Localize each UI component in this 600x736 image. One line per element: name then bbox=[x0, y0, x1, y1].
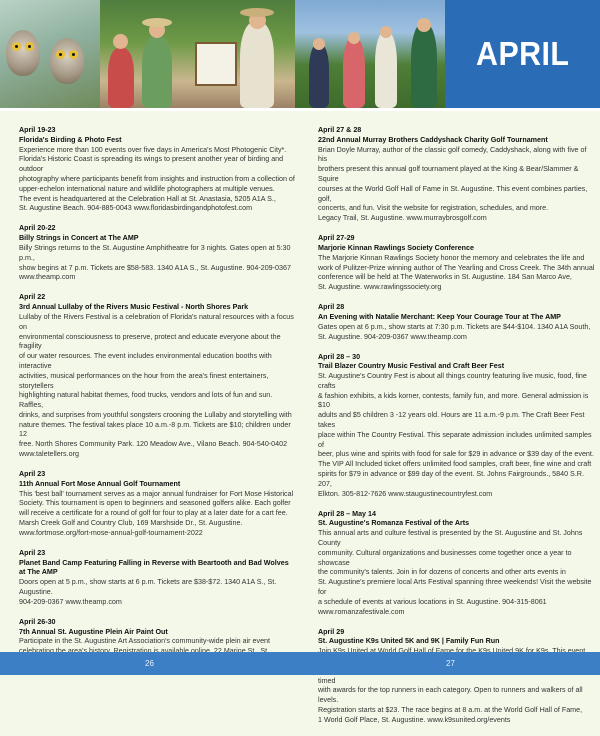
event-description: The Marjorie Kinnan Rawlings Society honor the memory and celebrates the life and work of Pulitzer-Prize winning author of The Yearling and Cross Creek. The 34th annual conference will be held at The Waterworks in St. Augustine. 184 San Marco Ave, St. Augustine. www.rawlingssociety.org bbox=[318, 253, 595, 292]
event-date: April 22 bbox=[19, 293, 46, 302]
event-title: Marjorie Kinnan Rawlings Society Conference bbox=[318, 243, 474, 252]
event-item bbox=[19, 293, 297, 460]
event-date: April 23 bbox=[19, 470, 46, 479]
event-title: St. Augustine K9s United 5K and 9K | Family Fun Run bbox=[318, 637, 500, 646]
event-title: 3rd Annual Lullaby of the Rivers Music Festival - North Shores Park bbox=[19, 303, 249, 312]
event-item bbox=[318, 126, 596, 224]
event-date: April 23 bbox=[19, 548, 46, 557]
event-title: Florida's Birding & Photo Fest bbox=[19, 135, 122, 144]
event-title: Billy Strings in Concert at The AMP bbox=[19, 234, 139, 243]
person-shape bbox=[142, 36, 172, 108]
page-number-left: 26 bbox=[145, 659, 154, 668]
right-column bbox=[318, 126, 596, 736]
golfer-shape bbox=[309, 44, 329, 108]
footer-bar bbox=[0, 652, 600, 675]
event-date: April 28 – 30 bbox=[318, 352, 361, 361]
event-description: Brian Doyle Murray, author of the classic golf comedy, Caddyshack, along with five of his brothers present this annual golf tournament played at the King & Bear/Slammer & Squire courses at the World Golf Hall of Fame in St. Augustine. This event combines parties, golf, concerts, and fun. Visit the website for registration, schedules, and more. Legacy Trail, St. Augustine. www.murraybrosgolf.com bbox=[318, 145, 588, 223]
golf-photo bbox=[295, 0, 445, 108]
event-description: St. Augustine's Country Fest is about all things country featuring live music, food, fine crafts & fashion exhibits, a kids korner, contests, family fun, and more. General admission is $10 adults and $5 children 3 -12 years old. Hours are 11 a.m.-9 p.m. The Craft Beer Fest takes place within The Country Festival. This separate admission includes unlimited samples of beer, plus wine and spirits with food for sale for $29 in advance or $39 day of the event. The VIP All Included ticket offers unlimited food samples, craft beer, fine wine and craft spirits for $79 in advance or $99 day of the event. St. Johns Fairgrounds., 5840 S.R. 207, Elkton. 305-812-7626 www.staugustinecountryfest.com bbox=[318, 372, 594, 498]
header-divider bbox=[0, 108, 600, 111]
event-date: April 27 & 28 bbox=[318, 126, 362, 134]
owl-left bbox=[6, 30, 40, 76]
person-shape bbox=[108, 48, 134, 108]
event-description: This annual arts and culture festival is presented by the St. Augustine and St. Johns County community. Cultural organizations and businesses come together once a year to showcase the community's talents. Join in for dozens of concerts and other arts events in St. Augustine's premiere local Arts Festival spanning three weekends! Visit the website for a schedule of events at various locations in St. Augustine. 904-315-8061 www.romanzafestivale.com bbox=[318, 529, 592, 616]
month-banner bbox=[445, 0, 600, 108]
golfer-head bbox=[313, 38, 325, 50]
header-photo-strip bbox=[0, 0, 600, 108]
event-title: 7th Annual St. Augustine Plein Air Paint Out bbox=[19, 627, 168, 636]
event-date: April 27-29 bbox=[318, 234, 355, 243]
event-title: 11th Annual Fort Mose Annual Golf Tournament bbox=[19, 479, 181, 488]
event-item bbox=[318, 628, 596, 726]
event-item bbox=[19, 470, 297, 539]
event-title: St. Augustine's Romanza Festival of the Arts bbox=[318, 519, 470, 528]
person-shape bbox=[240, 22, 274, 108]
event-description: This 'best ball' tournament serves as a major annual fundraiser for Fort Mose Historical Society. This tournament is open to beginners and seasoned golfers alike. Each golfer will receive a certificate for a round of golf for four to play at a later date for a cart fee. Marsh Creek Golf and Country Club, 169 Marshside Dr., St. Augustine. www.fortmose.org/fort-mose-annual-golf-tournament-2022 bbox=[19, 489, 294, 537]
golfer-head bbox=[417, 18, 431, 32]
golfer-shape bbox=[411, 24, 437, 108]
event-description: Billy Strings returns to the St. Augustine Amphitheatre for 3 nights. Gates open at 5:30 p.m., show begins at 7 p.m. Tickets are $58-583. 1340 A1A S., St. Augustine. 904-209-0367 www.theamp.com bbox=[19, 243, 291, 282]
event-date: April 19-23 bbox=[19, 126, 56, 134]
event-description: Experience more than 100 events over five days in America's Most Photogenic City*. Florida's Historic Coast is spreading its wings to present another year of birding and outdoor photography where participants benefit from insights and instruction from a collection of upper-echelon international nature and wildlife photographers at multiple venues. The event is headquartered at the Celebration Hall at St. Anastasia, 5205 A1A S., St. Augustine Beach. 904-885-0043 www.floridasbirdingandphotofest.com bbox=[19, 145, 295, 213]
event-date: April 26-30 bbox=[19, 617, 56, 626]
event-description: Lullaby of the Rivers Festival is a celebration of Florida's natural resources with a focus on environmental consciousness to preserve, protect and educate everyone about the fragility of our water resources. The event includes environmental education booths with interactive activities, musical performances on the hour from the area's finest entertainers, storytellers highlighting natural habitat themes, food trucks, vendors and lots of fun and sun. Raffles, drinks, and surprises from youthful songsters crooning the Lullaby and storytelling with nature themes. The festival takes place 10 a.m.-8 p.m. Tickets are $10; children under 12 free. North Shores Community Park. 120 Meadow Ave., Vilano Beach. 904-540-0402 www.taletellers.org bbox=[19, 312, 294, 459]
left-column bbox=[19, 126, 297, 687]
event-date: April 20-22 bbox=[19, 224, 56, 233]
event-item bbox=[318, 303, 596, 342]
event-title: 22nd Annual Murray Brothers Caddyshack Charity Golf Tournament bbox=[318, 135, 548, 144]
event-title: An Evening with Natalie Merchant: Keep Your Courage Tour at The AMP bbox=[318, 312, 561, 321]
sun-hat bbox=[142, 18, 172, 27]
golfer-head bbox=[348, 32, 360, 44]
event-title: Trail Blazer Country Music Festival and Craft Beer Fest bbox=[318, 362, 505, 371]
event-date: April 28 – May 14 bbox=[318, 509, 376, 518]
event-description: Participate in the St. Augustine Art Association's community-wide plein air event bbox=[19, 637, 271, 646]
event-description: timed with awards for the top runners in each category. Open to runners and walkers of all levels. Registration starts at $23. The race begins at 8 a.m. at the World Golf Hall of Fame, 1 World Golf Place, St. Augustine. www.k9sunited.org/events bbox=[318, 676, 583, 724]
event-item bbox=[19, 549, 297, 608]
person-head bbox=[113, 34, 128, 49]
event-description: Gates open at 6 p.m., show starts at 7:30 p.m. Tickets are $44-$104. 1340 A1A South, St. Augustine. 904-209-0367 www.theamp.com bbox=[318, 322, 591, 341]
golfer-head bbox=[380, 26, 392, 38]
owl-right bbox=[50, 38, 84, 84]
event-item bbox=[318, 510, 596, 618]
event-item bbox=[19, 126, 297, 214]
event-item bbox=[19, 224, 297, 283]
event-item bbox=[318, 234, 596, 293]
golfer-shape bbox=[343, 38, 365, 108]
golfer-shape bbox=[375, 32, 397, 108]
event-title: Planet Band Camp Featuring Falling in Reverse with Beartooth and Bad Wolves at The AMP bbox=[19, 558, 289, 577]
owls-photo bbox=[0, 0, 100, 108]
event-description: Doors open at 5 p.m., show starts at 6 p.m. Tickets are $38-$72. 1340 A1A S., St. Augustine. 904-209-0367 www.theamp.com bbox=[19, 578, 277, 606]
event-date: April 29 bbox=[318, 627, 345, 636]
festival-sign bbox=[195, 42, 237, 86]
festival-photo bbox=[100, 0, 295, 108]
page-number-right: 27 bbox=[446, 659, 455, 668]
event-item bbox=[318, 353, 596, 500]
sun-hat bbox=[240, 8, 274, 17]
event-date: April 28 bbox=[318, 303, 345, 312]
month-title: APRIL bbox=[475, 35, 570, 72]
